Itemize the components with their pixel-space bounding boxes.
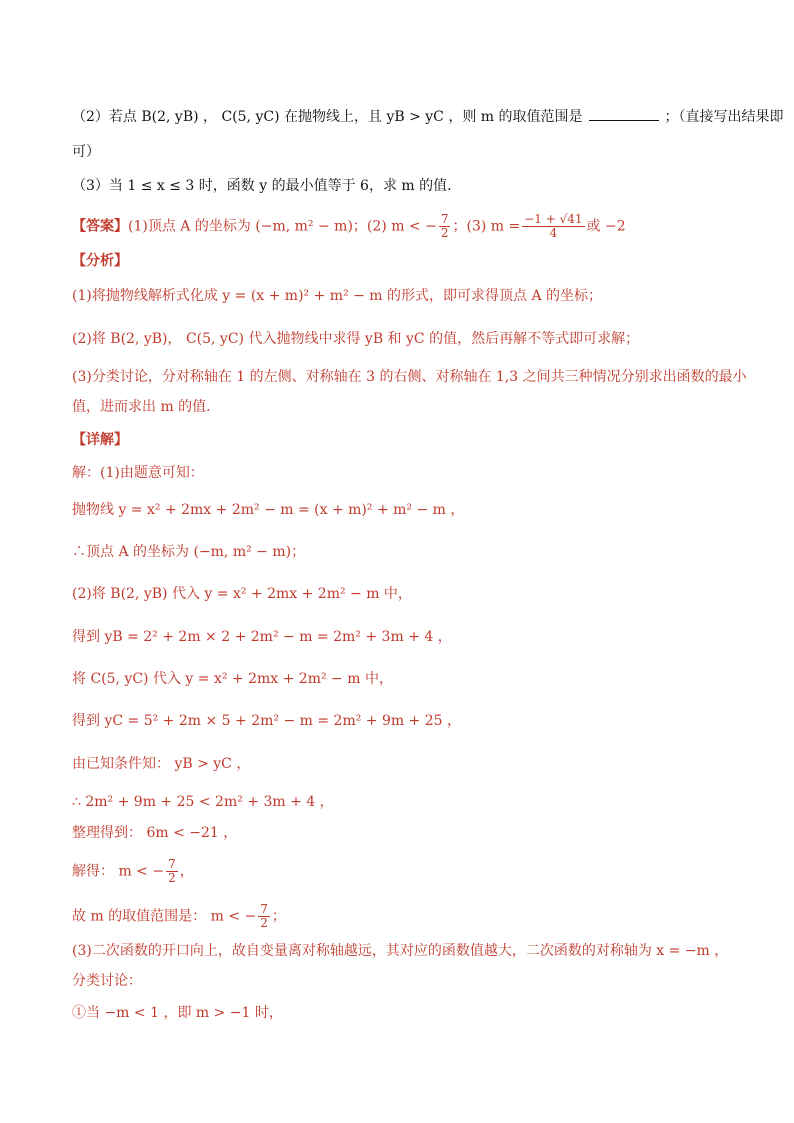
analysis-2-text: (2)将 B(2, yB)， C(5, yC) 代入抛物线中求得 yB 和 yC 的值，然后再解不等式即可求解； xyxy=(72,331,640,347)
fraction-denominator: 2 xyxy=(440,226,449,240)
detail-5-text: 得到 yB = 2² + 2m × 2 + 2m² − m = 2m² + 3m + 4 ， xyxy=(72,629,452,645)
analysis-2 xyxy=(72,329,639,349)
answer-line xyxy=(72,213,626,240)
detail-11-comma: ， xyxy=(179,863,194,880)
fraction-denominator: 2 xyxy=(260,916,268,930)
detail-heading xyxy=(72,430,128,450)
detail-10 xyxy=(72,823,237,843)
detail-15 xyxy=(72,1003,283,1023)
detail-14 xyxy=(72,971,142,991)
detail-11 xyxy=(72,858,194,885)
detail-13-text: (3)二次函数的开口向上，故自变量离对称轴越远，其对应的函数值越大，二次函数的对称轴为 x = −m ， xyxy=(72,943,729,959)
question-3-line xyxy=(72,176,461,196)
detail-3 xyxy=(72,542,305,562)
detail-12 xyxy=(72,903,286,930)
detail-2 xyxy=(72,500,464,520)
fraction-numerator: 7 xyxy=(168,857,176,871)
question-2-continuation xyxy=(72,142,100,162)
analysis-3 xyxy=(72,367,747,387)
analysis-3-text: (3)分类讨论，分对称轴在 1 的左侧、对称轴在 3 的右侧、对称轴在 1,3 之间共三种情况分别求出函数的最小 xyxy=(72,369,747,385)
fraction-numerator: 7 xyxy=(440,212,449,226)
detail-1-text: 解：(1)由题意可知： xyxy=(72,465,204,481)
analysis-label: 【分析】 xyxy=(72,253,128,269)
detail-label: 【详解】 xyxy=(72,432,128,448)
fraction-numerator: −1 + √41 xyxy=(524,212,583,226)
question-2-tail: ；（直接写出结果即 xyxy=(664,109,784,125)
answer-blank xyxy=(589,106,659,121)
detail-5 xyxy=(72,627,452,647)
detail-8 xyxy=(72,754,250,774)
detail-7-text: 得到 yC = 5² + 2m × 5 + 2m² − m = 2m² + 9m + 25 ， xyxy=(72,713,462,729)
detail-1 xyxy=(72,463,204,483)
detail-9 xyxy=(72,792,334,812)
answer-heading: 【答案】 xyxy=(72,218,128,235)
answer-or: 或 −2 xyxy=(586,218,626,235)
question-2-text: （2）若点 B(2, yB) ， C(5, yC) 在抛物线上，且 yB > yC ，则 m 的取值范围是 xyxy=(72,109,583,125)
detail-8-text: 由已知条件知： yB > yC ， xyxy=(72,756,251,772)
fraction-seven-halves xyxy=(258,903,270,930)
question-2-line xyxy=(72,106,784,127)
fraction-seven-halves xyxy=(439,213,451,240)
fraction-denominator: 4 xyxy=(549,226,558,240)
detail-7 xyxy=(72,711,461,731)
question-3-text: （3）当 1 ≤ x ≤ 3 时，函数 y 的最小值等于 6，求 m 的值． xyxy=(72,178,462,194)
fraction-numerator: 7 xyxy=(260,902,268,916)
fraction-denominator: 2 xyxy=(168,871,176,885)
analysis-3-end: 值，进而求出 m 的值． xyxy=(72,399,221,415)
analysis-3-continuation xyxy=(72,397,220,417)
detail-6 xyxy=(72,669,393,689)
detail-6-text: 将 C(5, yC) 代入 y = x² + 2mx + 2m² − m 中， xyxy=(72,671,393,687)
analysis-heading xyxy=(72,251,128,271)
fraction-seven-halves xyxy=(166,858,178,885)
detail-15-text: ①当 −m < 1 ，即 m > −1 时， xyxy=(72,1005,283,1021)
detail-14-text: 分类讨论： xyxy=(72,973,142,989)
detail-9-text: ∴ 2m² + 9m + 25 < 2m² + 3m + 4 ， xyxy=(72,794,334,810)
question-2-end: 可） xyxy=(72,144,100,160)
detail-10-text: 整理得到： 6m < −21 ， xyxy=(72,825,238,841)
detail-2-text: 抛物线 y = x² + 2mx + 2m² − m = (x + m)² + m² − m ， xyxy=(72,502,465,518)
answer-part-1: (1)顶点 A 的坐标为 (−m, m² − m)；(2) m < − xyxy=(128,218,437,235)
answer-part-3: ；(3) m = xyxy=(452,218,521,235)
analysis-1 xyxy=(72,286,602,306)
fraction-sqrt41 xyxy=(522,213,584,240)
detail-11-text: 解得： m < − xyxy=(72,863,165,880)
detail-3-text: ∴顶点 A 的坐标为 (−m, m² − m)； xyxy=(72,544,306,560)
detail-12-semicolon: ； xyxy=(271,908,286,925)
detail-13 xyxy=(72,941,728,961)
detail-4-text: (2)将 B(2, yB) 代入 y = x² + 2mx + 2m² − m 中， xyxy=(72,586,412,602)
detail-4 xyxy=(72,584,412,604)
detail-12-text: 故 m 的取值范围是： m < − xyxy=(72,908,257,925)
analysis-1-text: (1)将抛物线解析式化成 y = (x + m)² + m² − m 的形式，即可求得顶点 A 的坐标； xyxy=(72,288,603,304)
